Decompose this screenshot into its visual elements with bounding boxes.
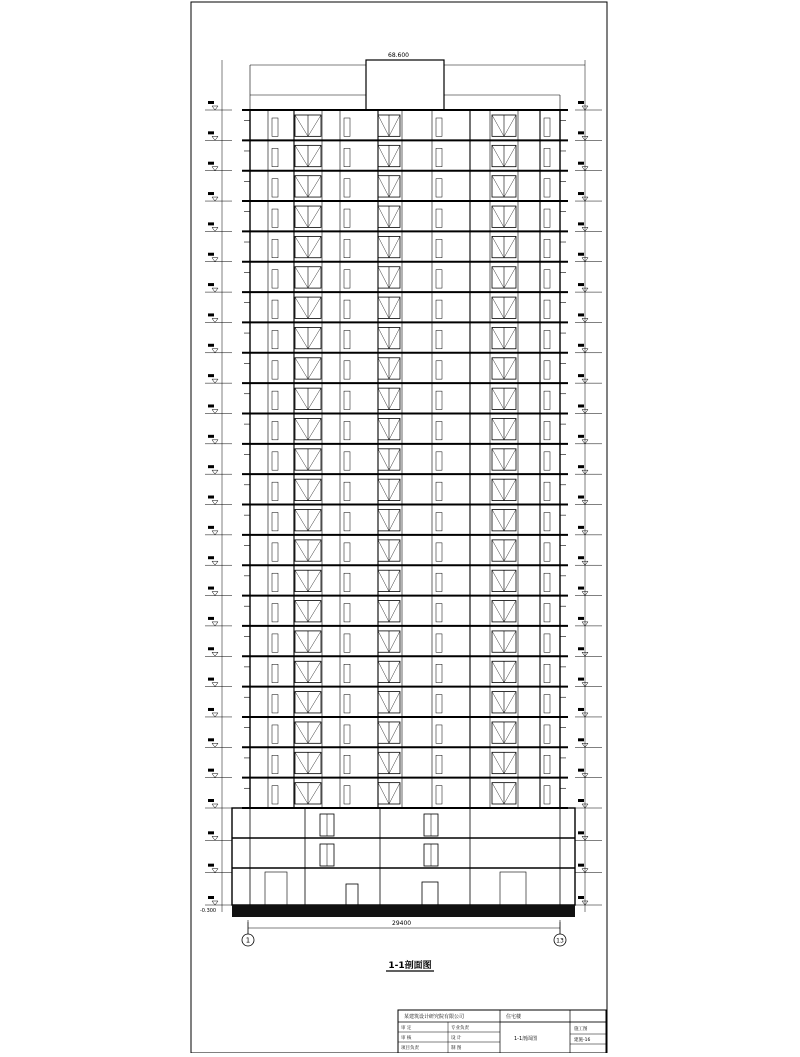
door-mark xyxy=(544,118,550,136)
level-marker xyxy=(575,465,602,474)
base-level-label: -0.300 xyxy=(200,908,217,914)
door-mark xyxy=(544,270,550,288)
window-frame xyxy=(492,783,516,804)
door-mark xyxy=(436,361,442,379)
level-marker xyxy=(575,101,602,110)
door-mark xyxy=(344,300,350,318)
door-mark xyxy=(436,270,442,288)
level-marker xyxy=(205,253,232,262)
level-marker xyxy=(205,556,232,565)
door-mark xyxy=(344,118,350,136)
door-mark xyxy=(544,209,550,227)
door-mark xyxy=(544,634,550,652)
door-mark xyxy=(544,543,550,561)
door-mark xyxy=(344,634,350,652)
window-frame xyxy=(378,661,400,682)
window-frame xyxy=(295,418,321,439)
door-mark xyxy=(272,330,278,348)
door-mark xyxy=(544,482,550,500)
door-mark xyxy=(272,573,278,591)
tb-role-5: 制 图 xyxy=(451,1046,462,1051)
section-title: 1-1剖面图 xyxy=(388,961,432,971)
door-mark xyxy=(436,239,442,257)
window-frame xyxy=(378,176,400,197)
door-mark xyxy=(272,209,278,227)
level-marker xyxy=(575,313,602,322)
window-frame xyxy=(378,540,400,561)
door-mark xyxy=(436,634,442,652)
window-frame xyxy=(378,145,400,166)
door-mark xyxy=(344,664,350,682)
window-frame xyxy=(295,479,321,500)
window-frame xyxy=(378,388,400,409)
window-frame xyxy=(378,267,400,288)
level-marker xyxy=(205,864,232,873)
level-marker xyxy=(575,799,602,808)
door-mark xyxy=(344,513,350,531)
door-mark xyxy=(544,786,550,804)
window-frame xyxy=(492,358,516,379)
window-frame xyxy=(295,783,321,804)
window-frame xyxy=(378,449,400,470)
level-marker xyxy=(205,465,232,474)
door-mark xyxy=(544,330,550,348)
door-mark xyxy=(272,148,278,166)
window-frame xyxy=(492,145,516,166)
window-frame xyxy=(492,722,516,743)
window-frame xyxy=(492,206,516,227)
door-mark xyxy=(272,482,278,500)
door-mark xyxy=(272,361,278,379)
window-frame xyxy=(295,449,321,470)
level-marker xyxy=(575,678,602,687)
level-marker xyxy=(205,344,232,353)
foundation-slab xyxy=(232,905,575,917)
window-frame xyxy=(295,388,321,409)
tb-stage: 施工图 xyxy=(574,1027,588,1032)
roof-structure xyxy=(250,60,585,110)
door-mark xyxy=(436,604,442,622)
podium-door xyxy=(424,844,438,866)
door-mark xyxy=(344,421,350,439)
title-block xyxy=(398,1010,606,1053)
level-marker xyxy=(205,404,232,413)
level-marker xyxy=(575,708,602,717)
tb-role-1: 审 核 xyxy=(401,1036,412,1041)
door-mark xyxy=(436,664,442,682)
window-frame xyxy=(492,327,516,348)
door-mark xyxy=(344,148,350,166)
podium-door xyxy=(320,814,334,836)
roof-level-label: 68.600 xyxy=(388,52,409,59)
window-frame xyxy=(295,327,321,348)
level-marker xyxy=(205,101,232,110)
door-mark xyxy=(436,118,442,136)
level-marker xyxy=(205,374,232,383)
door-mark xyxy=(544,179,550,197)
door-mark xyxy=(272,300,278,318)
window-frame xyxy=(492,449,516,470)
door-mark xyxy=(436,543,442,561)
podium-section xyxy=(232,808,575,905)
door-mark xyxy=(544,664,550,682)
window-frame xyxy=(492,297,516,318)
door-mark xyxy=(272,664,278,682)
door-mark xyxy=(344,361,350,379)
level-marker xyxy=(575,374,602,383)
door-mark xyxy=(272,634,278,652)
level-marker xyxy=(205,526,232,535)
window-frame xyxy=(295,236,321,257)
window-frame xyxy=(295,540,321,561)
window-frame xyxy=(295,358,321,379)
door-mark xyxy=(344,239,350,257)
door-mark xyxy=(272,543,278,561)
level-marker xyxy=(575,556,602,565)
door-mark xyxy=(272,452,278,470)
level-marker xyxy=(205,162,232,171)
door-mark xyxy=(272,179,278,197)
grid-axis-left xyxy=(242,920,254,946)
window-frame xyxy=(378,297,400,318)
tb-drawing-name: 1-1剖面图 xyxy=(514,1036,538,1042)
door-mark xyxy=(544,239,550,257)
level-marker xyxy=(205,738,232,747)
window-frame xyxy=(378,783,400,804)
door-mark xyxy=(344,573,350,591)
level-marker xyxy=(575,435,602,444)
window-frame xyxy=(492,661,516,682)
tb-role-4: 设 计 xyxy=(451,1036,462,1041)
door-mark xyxy=(344,786,350,804)
level-marker xyxy=(205,617,232,626)
shop-front xyxy=(265,872,287,905)
door-mark xyxy=(436,391,442,409)
window-frame xyxy=(295,297,321,318)
level-marker xyxy=(575,769,602,778)
window-frame xyxy=(378,722,400,743)
tower-outline xyxy=(250,110,560,808)
door-mark xyxy=(544,755,550,773)
window-frame xyxy=(295,510,321,531)
door-mark xyxy=(344,330,350,348)
window-frame xyxy=(492,631,516,652)
level-marker xyxy=(575,253,602,262)
door-mark xyxy=(272,421,278,439)
level-markers xyxy=(205,60,602,912)
door-mark xyxy=(272,239,278,257)
window-frame xyxy=(378,570,400,591)
door-mark xyxy=(436,482,442,500)
level-marker xyxy=(205,799,232,808)
door-mark xyxy=(544,452,550,470)
window-frame xyxy=(378,631,400,652)
window-frame xyxy=(378,418,400,439)
door-mark xyxy=(436,452,442,470)
level-marker xyxy=(205,708,232,717)
tb-project: 住宅楼 xyxy=(506,1014,522,1020)
level-marker xyxy=(205,192,232,201)
door-mark xyxy=(436,148,442,166)
door-mark xyxy=(436,209,442,227)
door-mark xyxy=(544,300,550,318)
window-frame xyxy=(492,388,516,409)
window-frame xyxy=(378,206,400,227)
tb-role-3: 专业负责 xyxy=(451,1026,469,1031)
door-mark xyxy=(272,391,278,409)
window-frame xyxy=(492,540,516,561)
level-marker xyxy=(575,831,602,840)
window-frame xyxy=(295,601,321,622)
shop-front xyxy=(500,872,526,905)
door-mark xyxy=(436,179,442,197)
door-mark xyxy=(436,755,442,773)
door-mark xyxy=(344,179,350,197)
door-mark xyxy=(544,573,550,591)
window-frame xyxy=(378,510,400,531)
level-marker xyxy=(205,435,232,444)
level-marker xyxy=(575,864,602,873)
level-marker xyxy=(575,617,602,626)
door-mark xyxy=(344,209,350,227)
level-marker xyxy=(575,496,602,505)
level-marker xyxy=(575,404,602,413)
level-marker xyxy=(575,896,602,905)
grid-axis-right xyxy=(554,920,566,946)
level-marker xyxy=(575,738,602,747)
door-mark xyxy=(544,361,550,379)
grid-label-right: 13 xyxy=(556,937,564,945)
window-frame xyxy=(378,692,400,713)
door-mark xyxy=(436,725,442,743)
level-marker xyxy=(205,896,232,905)
level-marker xyxy=(205,283,232,292)
window-frame xyxy=(492,115,516,136)
door-mark xyxy=(544,604,550,622)
door-mark xyxy=(544,148,550,166)
sheet-border xyxy=(191,2,607,1053)
door-mark xyxy=(272,755,278,773)
level-marker xyxy=(575,283,602,292)
window-frame xyxy=(295,692,321,713)
window-frame xyxy=(492,570,516,591)
door-mark xyxy=(436,513,442,531)
window-frame xyxy=(492,601,516,622)
door-mark xyxy=(344,695,350,713)
podium-door xyxy=(424,814,438,836)
door-mark xyxy=(344,482,350,500)
window-frame xyxy=(295,570,321,591)
door-mark xyxy=(344,725,350,743)
window-frame xyxy=(378,601,400,622)
level-marker xyxy=(205,647,232,656)
door-mark xyxy=(344,270,350,288)
level-marker xyxy=(575,587,602,596)
window-frame xyxy=(295,176,321,197)
door-mark xyxy=(344,452,350,470)
window-frame xyxy=(378,327,400,348)
window-frame xyxy=(378,479,400,500)
window-frame xyxy=(492,479,516,500)
level-marker xyxy=(575,222,602,231)
door-mark xyxy=(544,513,550,531)
tower-section xyxy=(242,110,568,808)
window-frame xyxy=(492,267,516,288)
door-mark xyxy=(544,391,550,409)
window-frame xyxy=(295,722,321,743)
window-frame xyxy=(492,176,516,197)
podium-door xyxy=(320,844,334,866)
door-mark xyxy=(272,786,278,804)
window-frame xyxy=(295,752,321,773)
window-frame xyxy=(295,631,321,652)
level-marker xyxy=(575,647,602,656)
level-marker xyxy=(205,222,232,231)
window-frame xyxy=(378,358,400,379)
overall-width-label: 29400 xyxy=(392,920,412,927)
window-frame xyxy=(295,661,321,682)
door-mark xyxy=(344,391,350,409)
window-frame xyxy=(492,236,516,257)
door-mark xyxy=(272,725,278,743)
tb-sheet-no: 建施-16 xyxy=(574,1038,591,1043)
window-frame xyxy=(295,115,321,136)
level-marker xyxy=(205,831,232,840)
entrance-door xyxy=(346,884,358,905)
level-marker xyxy=(205,313,232,322)
window-frame xyxy=(295,206,321,227)
door-mark xyxy=(544,421,550,439)
door-mark xyxy=(436,330,442,348)
door-mark xyxy=(544,725,550,743)
grid-label-left: 1 xyxy=(245,936,251,945)
level-marker xyxy=(575,131,602,140)
window-frame xyxy=(492,692,516,713)
window-frame xyxy=(378,115,400,136)
level-marker xyxy=(575,344,602,353)
door-mark xyxy=(344,543,350,561)
door-mark xyxy=(272,270,278,288)
door-mark xyxy=(436,695,442,713)
window-frame xyxy=(378,236,400,257)
level-marker xyxy=(575,162,602,171)
door-mark xyxy=(436,421,442,439)
machine-room xyxy=(366,60,444,110)
level-marker xyxy=(205,587,232,596)
level-marker xyxy=(205,769,232,778)
tb-company: 某建筑设计研究院有限公司 xyxy=(404,1014,465,1020)
level-marker xyxy=(205,678,232,687)
door-mark xyxy=(436,786,442,804)
window-frame xyxy=(492,418,516,439)
window-frame xyxy=(295,145,321,166)
window-frame xyxy=(378,752,400,773)
door-mark xyxy=(544,695,550,713)
level-marker xyxy=(575,192,602,201)
podium-outline xyxy=(232,808,575,905)
tb-role-0: 审 定 xyxy=(401,1026,412,1031)
window-frame xyxy=(492,510,516,531)
door-mark xyxy=(272,513,278,531)
tb-role-2: 项目负责 xyxy=(401,1046,419,1051)
window-frame xyxy=(492,752,516,773)
level-marker xyxy=(575,526,602,535)
door-mark xyxy=(272,604,278,622)
door-mark xyxy=(344,604,350,622)
door-mark xyxy=(272,695,278,713)
door-mark xyxy=(436,300,442,318)
door-mark xyxy=(436,573,442,591)
door-mark xyxy=(272,118,278,136)
level-marker xyxy=(205,496,232,505)
door-mark xyxy=(344,755,350,773)
entrance-door xyxy=(422,882,438,905)
window-frame xyxy=(295,267,321,288)
level-marker xyxy=(205,131,232,140)
